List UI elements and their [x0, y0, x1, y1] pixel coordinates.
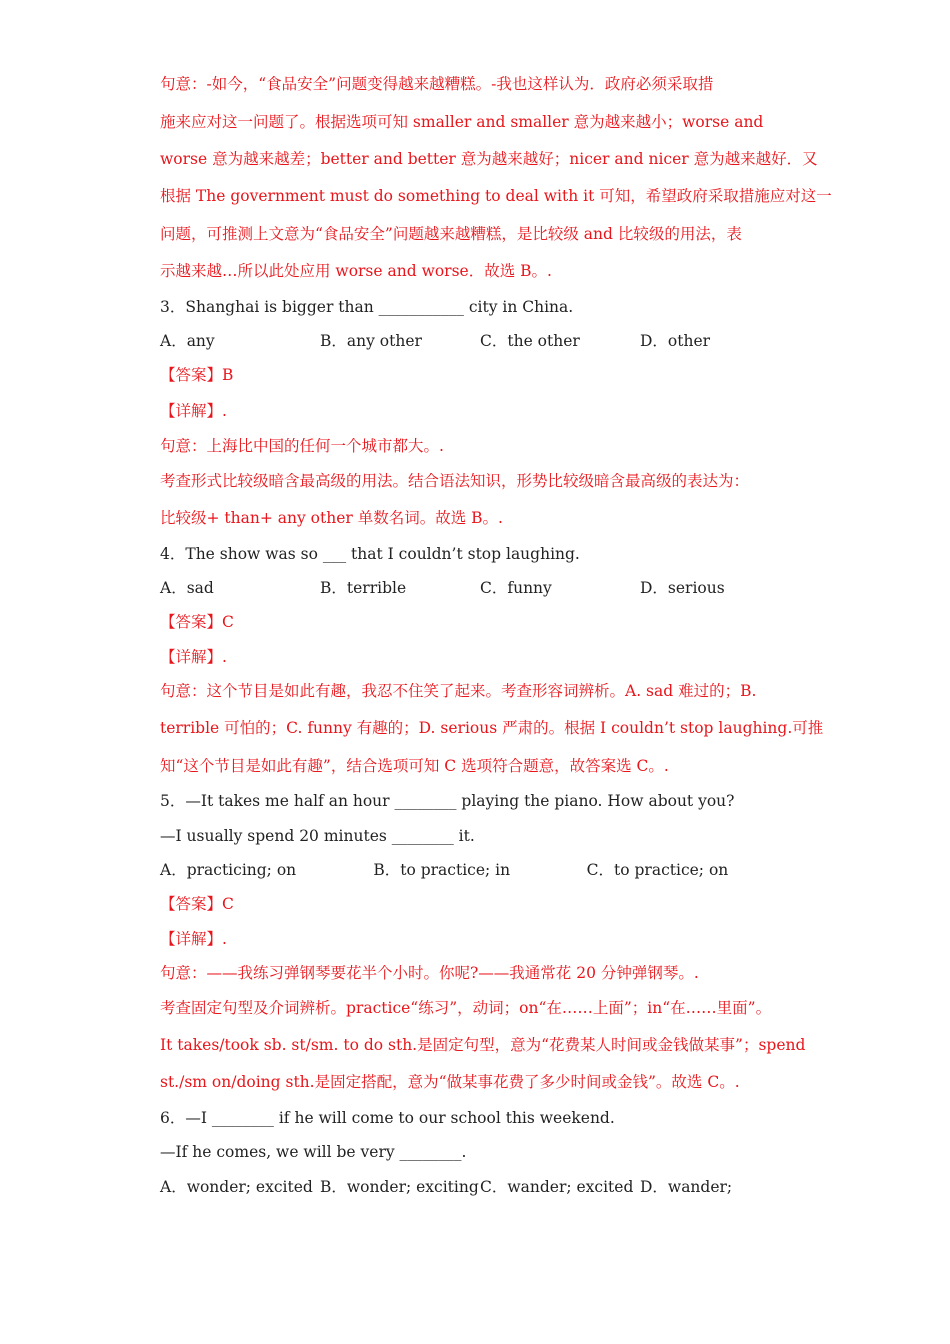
- explanation-5-line-4: st./sm on/doing sth.是固定搭配，意为“做某事花费了多少时间或金钱”。故选 C。.: [160, 1073, 740, 1091]
- question-5-line-1: 5．—It takes me half an hour ________ playing the piano. How about you?: [160, 792, 735, 810]
- explanation-5-line-2: 考查固定句型及介词辨析。practice“练习”，动词；on“在……上面”；in“在……里面”。: [160, 999, 772, 1017]
- question-6-options: [160, 1176, 800, 1198]
- question-4-options: [160, 577, 800, 599]
- option-a: A．any: [160, 332, 215, 350]
- explanation-5-line-1: 句意：——我练习弹钢琴要花半个小时。你呢?——我通常花 20 分钟弹钢琴。.: [160, 964, 699, 982]
- option-c: C．the other: [480, 332, 580, 350]
- explanation-4-line-3: 知“这个节目是如此有趣”，结合选项可知 C 选项符合题意，故答案选 C。.: [160, 757, 669, 775]
- question-6-line-2: —If he comes, we will be very ________.: [160, 1143, 467, 1161]
- option-c: C．wander; excited: [480, 1178, 634, 1196]
- explanation-line-2: 施来应对这一问题了。根据选项可知 smaller and smaller 意为越来越小；worse and: [160, 113, 764, 131]
- question-5-line-2: —I usually spend 20 minutes ________ it.: [160, 827, 475, 845]
- question-4: 4．The show was so ___ that I couldn’t stop laughing.: [160, 545, 580, 563]
- detail-label-3: 【详解】.: [160, 402, 227, 420]
- option-b: B．to practice; in: [373, 861, 511, 879]
- detail-label-5: 【详解】.: [160, 930, 227, 948]
- explanation-line-5: 问题，可推测上文意为“食品安全”问题越来越糟糕，是比较级 and 比较级的用法，表: [160, 225, 742, 243]
- question-3-options: [160, 330, 800, 352]
- detail-label-4: 【详解】.: [160, 648, 227, 666]
- explanation-3-line-2: 考查形式比较级暗含最高级的用法。结合语法知识，形势比较级暗含最高级的表达为：: [160, 472, 750, 490]
- question-3: 3．Shanghai is bigger than ___________ city in China.: [160, 298, 574, 316]
- answer-3: 【答案】B: [160, 366, 234, 384]
- option-b: B．wonder; exciting: [320, 1178, 479, 1196]
- answer-4: 【答案】C: [160, 613, 234, 631]
- option-b: B．terrible: [320, 579, 407, 597]
- explanation-line-1: 句意：-如今，“食品安全”问题变得越来越糟糕。-我也这样认为．政府必须采取措: [160, 75, 714, 93]
- explanation-3-line-3: 比较级+ than+ any other 单数名词。故选 B。.: [160, 509, 503, 527]
- question-6-line-1: 6．—I ________ if he will come to our school this weekend.: [160, 1109, 615, 1127]
- explanation-4-line-2: terrible 可怕的；C. funny 有趣的；D. serious 严肃的。根据 I couldn’t stop laughing.可推: [160, 719, 824, 737]
- option-c: C．funny: [480, 579, 552, 597]
- option-a: A．practicing; on: [160, 861, 297, 879]
- option-a: A．sad: [160, 579, 214, 597]
- explanation-line-6: 示越来越…所以此处应用 worse and worse．故选 B。.: [160, 262, 552, 280]
- option-d: D．wander;: [640, 1178, 733, 1196]
- question-5-options: [160, 859, 800, 881]
- explanation-5-line-3: It takes/took sb. st/sm. to do sth.是固定句型，意为“花费某人时间或金钱做某事”；spend: [160, 1036, 806, 1054]
- option-d: D．serious: [640, 579, 725, 597]
- explanation-3-line-1: 句意：上海比中国的任何一个城市都大。.: [160, 437, 444, 455]
- explanation-line-3: worse 意为越来越差；better and better 意为越来越好；nicer and nicer 意为越来越好．又: [160, 150, 818, 168]
- explanation-line-4: 根据 The government must do something to deal with it 可知，希望政府采取措施应对这一: [160, 187, 832, 205]
- answer-5: 【答案】C: [160, 895, 234, 913]
- option-d: D．other: [640, 332, 711, 350]
- explanation-4-line-1: 句意：这个节目是如此有趣，我忍不住笑了起来。考查形容词辨析。A. sad 难过的；B.: [160, 682, 757, 700]
- option-b: B．any other: [320, 332, 422, 350]
- option-a: A．wonder; excited: [160, 1178, 313, 1196]
- option-c: C．to practice; on: [586, 861, 729, 879]
